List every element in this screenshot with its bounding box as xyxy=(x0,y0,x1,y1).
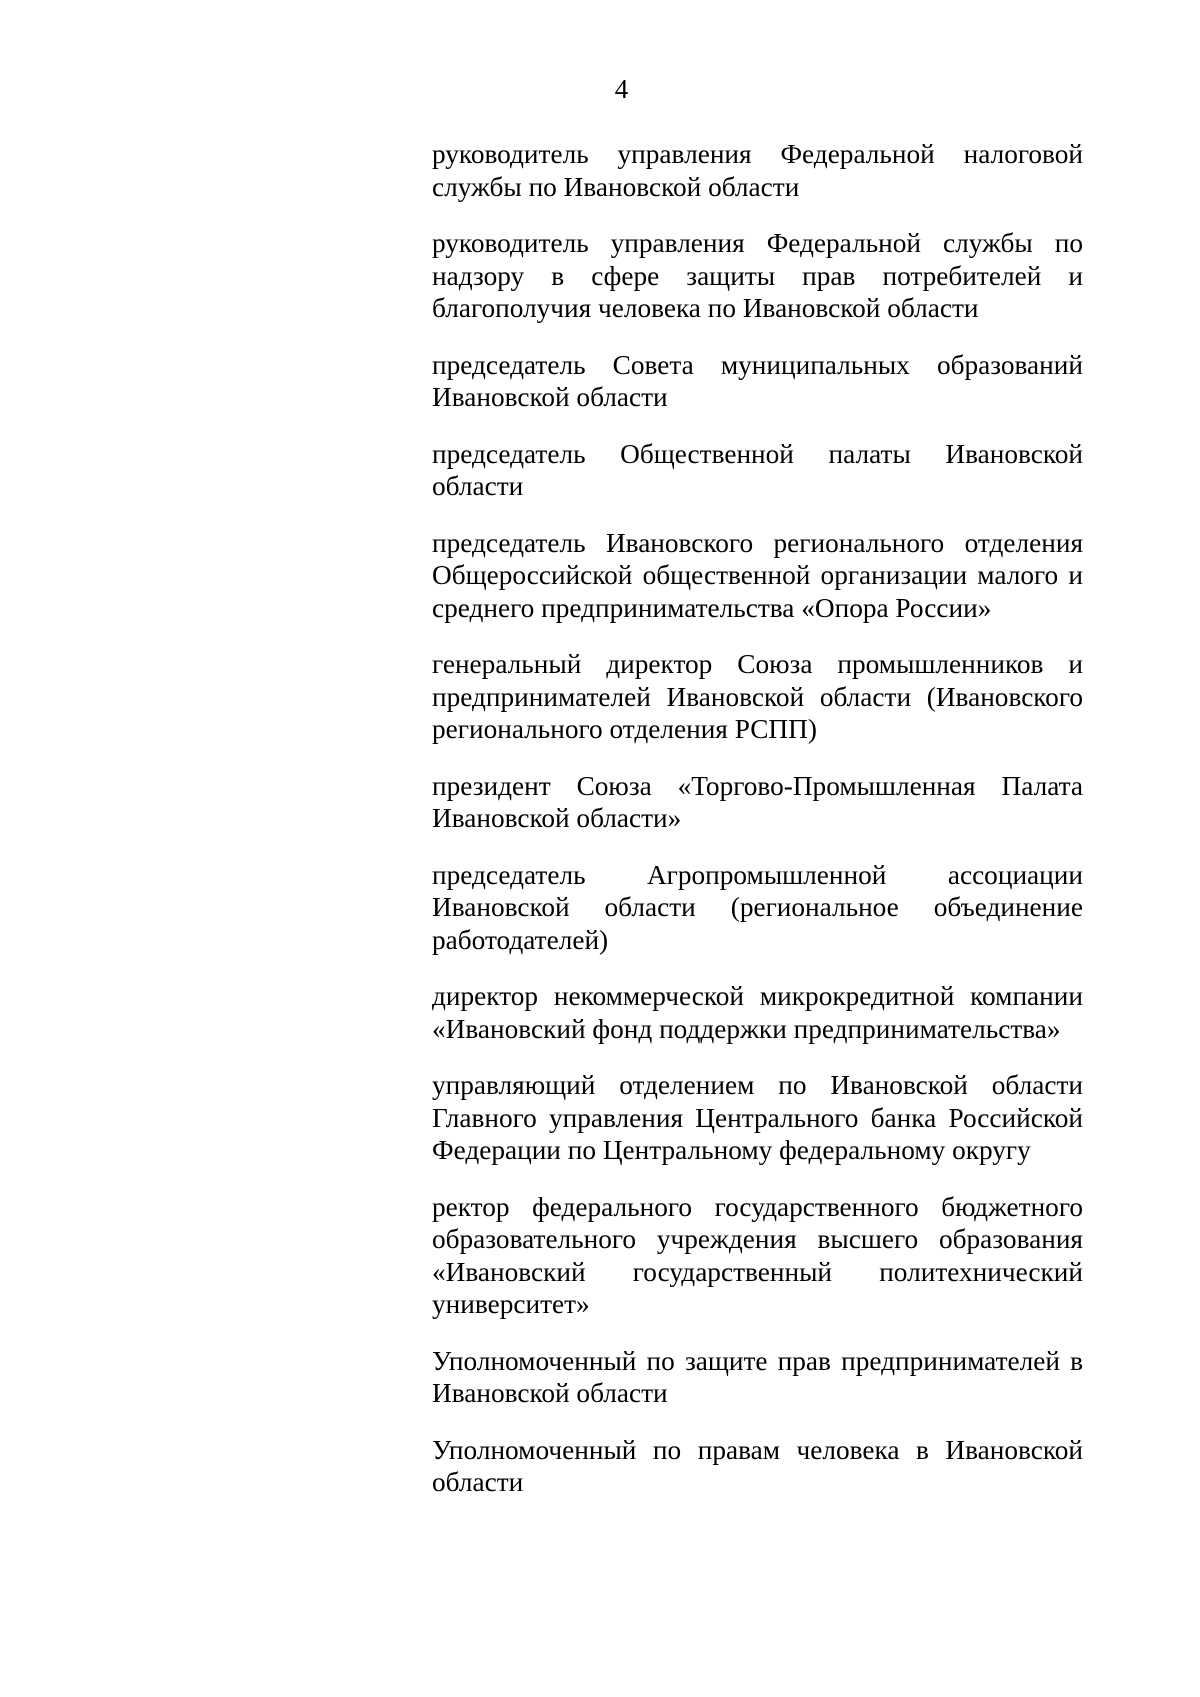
list-item: Уполномоченный по защите прав предпринимателей в Ивановской области xyxy=(432,1345,1083,1408)
list-item: председатель Совета муниципальных образований Ивановской области xyxy=(432,349,1083,412)
list-item: руководитель управления Федеральной службы по надзору в сфере защиты прав потребителей и благополучия человека по Ивановской области xyxy=(432,228,1083,323)
member-list xyxy=(432,138,1083,1523)
list-item: президент Союза «Торгово-Промышленная Палата Ивановской области» xyxy=(432,770,1083,833)
list-item: директор некоммерческой микрокредитной компании «Ивановский фонд поддержки предпринимательства» xyxy=(432,981,1083,1044)
list-item: Уполномоченный по правам человека в Ивановской области xyxy=(432,1434,1083,1497)
list-item: председатель Общественной палаты Ивановской области xyxy=(432,438,1083,501)
list-item: ректор федерального государственного бюджетного образовательного учреждения высшего образования «Ивановский государственный политехнический университет» xyxy=(432,1191,1083,1319)
page-number: 4 xyxy=(614,74,629,104)
list-item: председатель Агропромышленной ассоциации Ивановской области (региональное объединение работодателей) xyxy=(432,859,1083,955)
list-item: управляющий отделением по Ивановской области Главного управления Центрального банка Российской Федерации по Центральному федеральному округу xyxy=(432,1070,1083,1165)
list-item: генеральный директор Союза промышленников и предпринимателей Ивановской области (Ивановского регионального отделения РСПП) xyxy=(432,649,1083,744)
list-item: председатель Ивановского регионального отделения Общероссийской общественной организации малого и среднего предпринимательства «Опора России» xyxy=(432,527,1083,623)
list-item: руководитель управления Федеральной налоговой службы по Ивановской области xyxy=(432,139,1083,202)
